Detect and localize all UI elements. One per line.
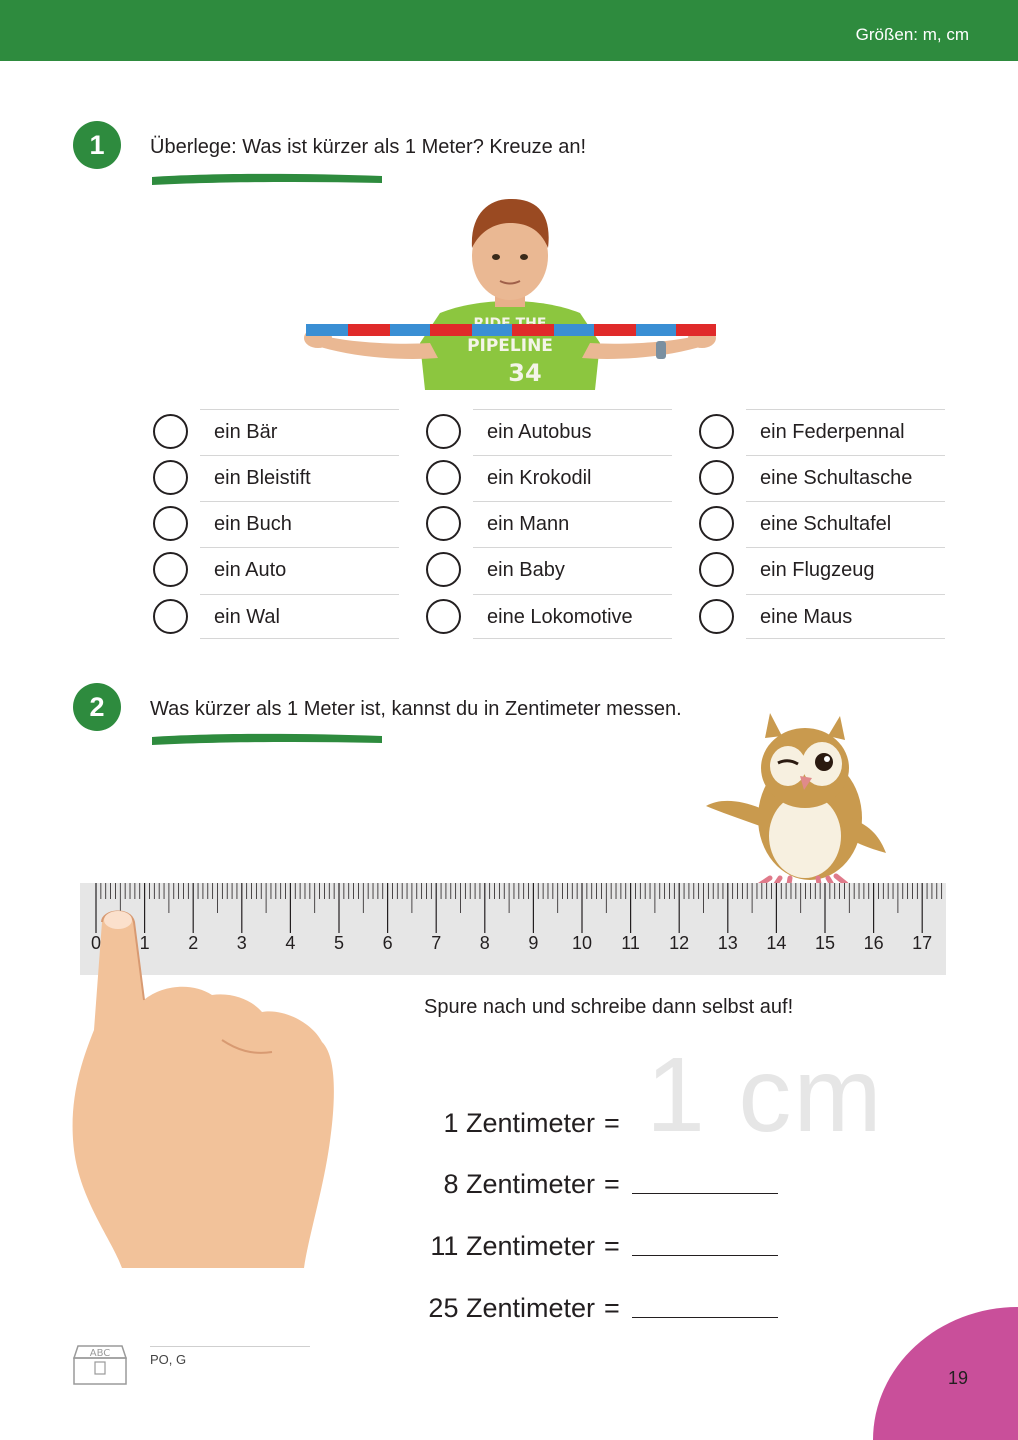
equals-sign: = (604, 1293, 620, 1323)
checklist-item-label: eine Lokomotive (473, 594, 672, 639)
trace-example: 1 cm (646, 1036, 884, 1154)
answer-input-line[interactable] (632, 1255, 778, 1256)
ruler-label: 4 (285, 933, 296, 953)
checklist-item-label: ein Wal (200, 594, 399, 639)
shirt-text-2: PIPELINE (467, 336, 553, 356)
page-corner (873, 1307, 1018, 1440)
ruler-label: 2 (188, 933, 199, 953)
ruler-label: 5 (333, 933, 345, 953)
equals-sign: = (604, 1231, 620, 1261)
checklist-item-label: ein Mann (473, 501, 672, 546)
checkbox-3[interactable] (153, 506, 188, 541)
footer-line (150, 1346, 310, 1347)
ruler-label: 15 (814, 933, 836, 953)
answer-input-line[interactable] (632, 1317, 778, 1318)
answer-input-line[interactable] (632, 1193, 778, 1194)
equation-label: 25 Zentimeter (428, 1293, 595, 1323)
equals-sign: = (604, 1108, 620, 1138)
checkbox-13[interactable] (699, 506, 734, 541)
ruler-label: 1 (139, 933, 150, 953)
checklist-item-label: ein Bär (200, 409, 399, 454)
ruler-label: 0 (90, 933, 102, 953)
checklist-item-label: ein Baby (473, 547, 672, 592)
checkbox-12[interactable] (699, 460, 734, 495)
boy-with-meterstick-image (300, 193, 720, 390)
abc-box-icon (72, 1336, 128, 1388)
ruler-label: 3 (236, 933, 247, 953)
owl-mascot-image (700, 708, 890, 898)
task-1-text: Überlege: Was ist kürzer als 1 Meter? Kreuze an! (150, 136, 587, 158)
checklist-item-label: ein Autobus (473, 409, 672, 454)
equation-label: 1 Zentimeter (443, 1108, 595, 1138)
footer-code: PO, G (150, 1352, 187, 1367)
instruction-text: Spure nach und schreibe dann selbst auf! (424, 996, 794, 1018)
checkbox-1[interactable] (153, 414, 188, 449)
ruler-label: 12 (669, 933, 690, 953)
brush-underline-1 (150, 171, 384, 187)
checklist-item-label: ein Bleistift (200, 455, 399, 500)
checklist-item-label: eine Schultafel (746, 501, 945, 546)
task-2-text: Was kürzer als 1 Meter ist, kannst du in Zentimeter messen. (150, 698, 682, 720)
shirt-text-3: 34 (508, 359, 542, 387)
page-number: 19 (948, 1368, 969, 1388)
checkbox-8[interactable] (426, 506, 461, 541)
checkbox-2[interactable] (153, 460, 188, 495)
ruler-label: 10 (571, 933, 593, 953)
checklist-item-label: ein Federpennal (746, 409, 945, 454)
checkbox-14[interactable] (699, 552, 734, 587)
checklist-item-label: eine Maus (746, 594, 945, 639)
ruler-label: 7 (431, 933, 442, 953)
checkbox-15[interactable] (699, 599, 734, 634)
checklist-item-label: eine Schultasche (746, 455, 945, 500)
ruler-label: 11 (621, 933, 640, 953)
header-bar (0, 0, 1018, 61)
equals-sign: = (604, 1169, 620, 1199)
brush-underline-2 (150, 731, 384, 747)
checklist-item-label: ein Buch (200, 501, 399, 546)
pointing-hand-image (72, 900, 345, 1270)
checkbox-7[interactable] (426, 460, 461, 495)
ruler-label: 6 (382, 933, 393, 953)
ruler-label: 14 (766, 933, 787, 953)
equation-label: 8 Zentimeter (443, 1169, 595, 1199)
abc-box-label: ABC (89, 1348, 111, 1359)
checklist-item-label: ein Auto (200, 547, 399, 592)
header-title: Größen: m, cm (855, 25, 969, 44)
ruler-label: 16 (863, 933, 884, 953)
checkbox-4[interactable] (153, 552, 188, 587)
checkbox-5[interactable] (153, 599, 188, 634)
checkbox-6[interactable] (426, 414, 461, 449)
ruler-label: 13 (717, 933, 738, 953)
checkbox-11[interactable] (699, 414, 734, 449)
task-1-number: 1 (73, 121, 121, 169)
checklist-item-label: ein Flugzeug (746, 547, 945, 592)
checkbox-10[interactable] (426, 599, 461, 634)
ruler-label: 17 (912, 933, 933, 953)
checkbox-9[interactable] (426, 552, 461, 587)
ruler-label: 9 (528, 933, 539, 953)
ruler-label: 8 (479, 933, 490, 953)
meter-stick (306, 324, 716, 336)
checklist-item-label: ein Krokodil (473, 455, 672, 500)
equation-label: 11 Zentimeter (430, 1231, 595, 1261)
task-2-number: 2 (73, 683, 121, 731)
